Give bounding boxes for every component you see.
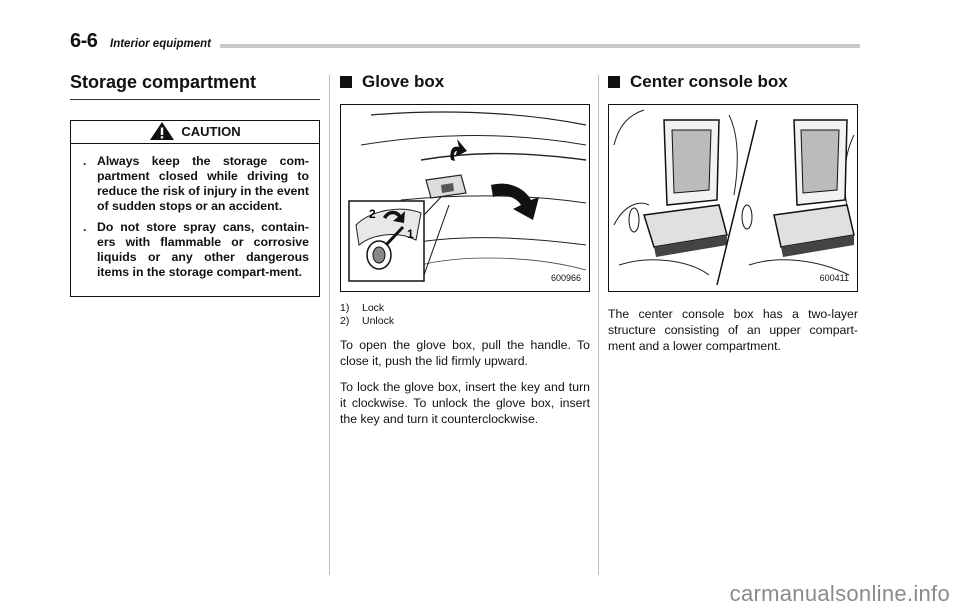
warning-triangle-icon [149,121,175,141]
caution-list [83,154,309,280]
legend-text: Lock [362,302,385,314]
console-box-heading-text: Center console box [630,72,788,91]
caution-text: Do not store spray cans, contain-ers with flammable or corrosive liquids or any other dangerous items in the storage compart-ment. [97,220,309,279]
header-rule [220,44,860,48]
glove-box-figure [340,104,590,292]
storage-column [70,72,320,297]
glove-box-heading [340,72,590,92]
figure-code: 600966 [550,273,581,283]
glove-box-paragraph: To open the glove box, pull the handle. To close it, push the lid firmly upward. [340,338,590,368]
caution-label: CAUTION [181,124,241,139]
callout-2: 2 [369,207,376,221]
watermark: carmanualsonline.info [729,581,950,606]
console-box-illustration [609,105,858,291]
storage-heading: Storage compartment [70,72,320,100]
section-title: Interior equipment [110,38,211,50]
legend-text: Unlock [362,314,395,327]
column-divider [598,75,599,575]
caution-item [83,220,309,280]
column-divider [329,75,330,575]
console-box-paragraph: The center console box has a two-layer structure consisting of an upper compart-ment and a lower compartment. [608,307,858,353]
caution-header [71,121,319,144]
square-bullet-icon [340,76,352,88]
console-box-column [608,72,858,354]
caution-box [70,120,320,297]
console-box-figure [608,104,858,292]
bullet-dot: . [83,154,87,168]
legend-number: 1) [340,302,350,314]
glove-box-illustration [341,105,590,291]
figure-code: 600411 [819,273,849,283]
glove-box-heading-text: Glove box [362,72,445,91]
console-box-heading [608,72,858,92]
glove-box-column [340,72,590,427]
caution-text: Always keep the storage com-partment closed while driving to reduce the risk of injury in the event of sudden stops or an accident. [97,154,309,213]
page-number: 6-6 [70,30,98,52]
legend-item [340,315,590,328]
bullet-dot: . [83,220,87,234]
glove-box-legend [340,302,590,327]
callout-1: 1 [407,227,414,241]
page-header [70,30,860,56]
legend-number: 2) [340,314,350,327]
glove-box-paragraph: To lock the glove box, insert the key and turn it clockwise. To unlock the glove box, insert the key and turn it counterclockwise. [340,380,590,426]
square-bullet-icon [608,76,620,88]
legend-item [340,302,590,315]
caution-item [83,154,309,214]
